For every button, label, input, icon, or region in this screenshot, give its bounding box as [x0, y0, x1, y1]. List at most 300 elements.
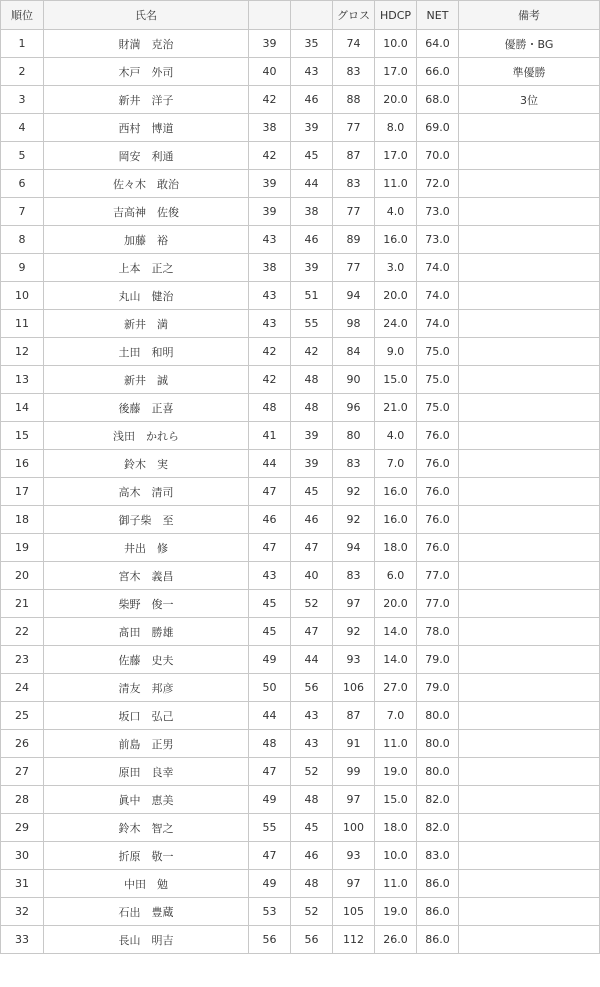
net-cell: 76.0 [417, 534, 459, 562]
note-cell [459, 366, 600, 394]
out-score-cell: 43 [249, 310, 291, 338]
in-score-cell: 39 [291, 254, 333, 282]
table-row [1, 366, 600, 394]
name-cell: 吉高神 佐俊 [44, 198, 249, 226]
in-score-cell: 51 [291, 282, 333, 310]
out-score-cell: 47 [249, 478, 291, 506]
gross-cell: 89 [333, 226, 375, 254]
in-score-cell: 39 [291, 114, 333, 142]
name-cell: 原田 良幸 [44, 758, 249, 786]
net-cell: 78.0 [417, 618, 459, 646]
gross-cell: 83 [333, 562, 375, 590]
header-note: 備考 [459, 1, 600, 30]
table-row [1, 646, 600, 674]
note-cell [459, 926, 600, 954]
table-row [1, 758, 600, 786]
name-cell: 中田 勉 [44, 870, 249, 898]
gross-cell: 88 [333, 86, 375, 114]
out-score-cell: 42 [249, 86, 291, 114]
out-score-cell: 47 [249, 534, 291, 562]
rank-cell: 12 [1, 338, 44, 366]
note-cell: 3位 [459, 86, 600, 114]
in-score-cell: 52 [291, 898, 333, 926]
gross-cell: 80 [333, 422, 375, 450]
net-cell: 80.0 [417, 702, 459, 730]
table-row [1, 842, 600, 870]
in-score-cell: 39 [291, 450, 333, 478]
out-score-cell: 49 [249, 870, 291, 898]
out-score-cell: 38 [249, 114, 291, 142]
table-row [1, 506, 600, 534]
table-row [1, 170, 600, 198]
rank-cell: 1 [1, 30, 44, 58]
net-cell: 72.0 [417, 170, 459, 198]
gross-cell: 77 [333, 198, 375, 226]
gross-cell: 94 [333, 282, 375, 310]
hdcp-cell: 24.0 [375, 310, 417, 338]
net-cell: 76.0 [417, 506, 459, 534]
hdcp-cell: 17.0 [375, 58, 417, 86]
hdcp-cell: 16.0 [375, 506, 417, 534]
table-row [1, 310, 600, 338]
hdcp-cell: 7.0 [375, 450, 417, 478]
rank-cell: 24 [1, 674, 44, 702]
hdcp-cell: 27.0 [375, 674, 417, 702]
gross-cell: 93 [333, 842, 375, 870]
name-cell: 長山 明吉 [44, 926, 249, 954]
rank-cell: 30 [1, 842, 44, 870]
net-cell: 80.0 [417, 758, 459, 786]
net-cell: 82.0 [417, 786, 459, 814]
table-row [1, 534, 600, 562]
in-score-cell: 48 [291, 394, 333, 422]
table-row [1, 478, 600, 506]
table-row [1, 450, 600, 478]
out-score-cell: 45 [249, 590, 291, 618]
out-score-cell: 47 [249, 758, 291, 786]
rank-cell: 27 [1, 758, 44, 786]
rank-cell: 28 [1, 786, 44, 814]
rank-cell: 29 [1, 814, 44, 842]
rank-cell: 8 [1, 226, 44, 254]
out-score-cell: 43 [249, 562, 291, 590]
rank-cell: 15 [1, 422, 44, 450]
name-cell: 鈴木 智之 [44, 814, 249, 842]
table-row [1, 338, 600, 366]
out-score-cell: 42 [249, 338, 291, 366]
table-row [1, 58, 600, 86]
in-score-cell: 46 [291, 506, 333, 534]
in-score-cell: 46 [291, 226, 333, 254]
in-score-cell: 44 [291, 170, 333, 198]
net-cell: 83.0 [417, 842, 459, 870]
header-hdcp: HDCP [375, 1, 417, 30]
net-cell: 73.0 [417, 226, 459, 254]
table-row [1, 114, 600, 142]
out-score-cell: 42 [249, 366, 291, 394]
note-cell: 優勝・BG [459, 30, 600, 58]
gross-cell: 83 [333, 450, 375, 478]
note-cell [459, 842, 600, 870]
table-row [1, 562, 600, 590]
header-rank: 順位 [1, 1, 44, 30]
net-cell: 77.0 [417, 590, 459, 618]
gross-cell: 74 [333, 30, 375, 58]
name-cell: 浅田 かれら [44, 422, 249, 450]
net-cell: 86.0 [417, 870, 459, 898]
out-score-cell: 43 [249, 226, 291, 254]
table-row [1, 30, 600, 58]
out-score-cell: 44 [249, 450, 291, 478]
in-score-cell: 46 [291, 842, 333, 870]
out-score-cell: 55 [249, 814, 291, 842]
net-cell: 75.0 [417, 394, 459, 422]
net-cell: 80.0 [417, 730, 459, 758]
out-score-cell: 46 [249, 506, 291, 534]
hdcp-cell: 16.0 [375, 478, 417, 506]
in-score-cell: 45 [291, 814, 333, 842]
header-name: 氏名 [44, 1, 249, 30]
out-score-cell: 39 [249, 30, 291, 58]
hdcp-cell: 18.0 [375, 534, 417, 562]
in-score-cell: 55 [291, 310, 333, 338]
hdcp-cell: 21.0 [375, 394, 417, 422]
gross-cell: 77 [333, 254, 375, 282]
table-row [1, 282, 600, 310]
table-row [1, 898, 600, 926]
table-row [1, 86, 600, 114]
net-cell: 79.0 [417, 646, 459, 674]
net-cell: 77.0 [417, 562, 459, 590]
net-cell: 74.0 [417, 282, 459, 310]
name-cell: 鈴木 実 [44, 450, 249, 478]
rank-cell: 7 [1, 198, 44, 226]
header-row [1, 1, 600, 30]
gross-cell: 94 [333, 534, 375, 562]
name-cell: 加藤 裕 [44, 226, 249, 254]
net-cell: 74.0 [417, 310, 459, 338]
out-score-cell: 42 [249, 142, 291, 170]
table-row [1, 254, 600, 282]
note-cell [459, 870, 600, 898]
net-cell: 64.0 [417, 30, 459, 58]
note-cell [459, 226, 600, 254]
table-row [1, 226, 600, 254]
name-cell: 石出 豊蔵 [44, 898, 249, 926]
hdcp-cell: 16.0 [375, 226, 417, 254]
gross-cell: 90 [333, 366, 375, 394]
hdcp-cell: 20.0 [375, 590, 417, 618]
header-net: NET [417, 1, 459, 30]
name-cell: 上本 正之 [44, 254, 249, 282]
hdcp-cell: 11.0 [375, 870, 417, 898]
gross-cell: 77 [333, 114, 375, 142]
name-cell: 後藤 正喜 [44, 394, 249, 422]
hdcp-cell: 20.0 [375, 86, 417, 114]
rank-cell: 25 [1, 702, 44, 730]
name-cell: 坂口 弘己 [44, 702, 249, 730]
hdcp-cell: 11.0 [375, 170, 417, 198]
in-score-cell: 47 [291, 534, 333, 562]
in-score-cell: 40 [291, 562, 333, 590]
hdcp-cell: 7.0 [375, 702, 417, 730]
net-cell: 75.0 [417, 366, 459, 394]
gross-cell: 87 [333, 702, 375, 730]
gross-cell: 100 [333, 814, 375, 842]
out-score-cell: 44 [249, 702, 291, 730]
net-cell: 79.0 [417, 674, 459, 702]
note-cell: 準優勝 [459, 58, 600, 86]
note-cell [459, 534, 600, 562]
note-cell [459, 646, 600, 674]
gross-cell: 97 [333, 590, 375, 618]
in-score-cell: 47 [291, 618, 333, 646]
out-score-cell: 39 [249, 198, 291, 226]
in-score-cell: 48 [291, 366, 333, 394]
hdcp-cell: 9.0 [375, 338, 417, 366]
header-out [249, 1, 291, 30]
in-score-cell: 38 [291, 198, 333, 226]
rank-cell: 26 [1, 730, 44, 758]
rank-cell: 31 [1, 870, 44, 898]
rank-cell: 4 [1, 114, 44, 142]
net-cell: 69.0 [417, 114, 459, 142]
table-row [1, 674, 600, 702]
hdcp-cell: 15.0 [375, 366, 417, 394]
net-cell: 76.0 [417, 422, 459, 450]
name-cell: 新井 満 [44, 310, 249, 338]
note-cell [459, 170, 600, 198]
hdcp-cell: 10.0 [375, 842, 417, 870]
table-row [1, 926, 600, 954]
gross-cell: 84 [333, 338, 375, 366]
out-score-cell: 47 [249, 842, 291, 870]
out-score-cell: 53 [249, 898, 291, 926]
out-score-cell: 45 [249, 618, 291, 646]
net-cell: 68.0 [417, 86, 459, 114]
rank-cell: 23 [1, 646, 44, 674]
table-row [1, 814, 600, 842]
note-cell [459, 114, 600, 142]
gross-cell: 97 [333, 786, 375, 814]
name-cell: 佐々木 敢治 [44, 170, 249, 198]
gross-cell: 106 [333, 674, 375, 702]
in-score-cell: 35 [291, 30, 333, 58]
gross-cell: 92 [333, 506, 375, 534]
gross-cell: 92 [333, 478, 375, 506]
table-row [1, 198, 600, 226]
rank-cell: 17 [1, 478, 44, 506]
net-cell: 74.0 [417, 254, 459, 282]
rank-cell: 33 [1, 926, 44, 954]
note-cell [459, 730, 600, 758]
name-cell: 財満 克治 [44, 30, 249, 58]
rank-cell: 22 [1, 618, 44, 646]
out-score-cell: 39 [249, 170, 291, 198]
note-cell [459, 450, 600, 478]
out-score-cell: 49 [249, 786, 291, 814]
rank-cell: 2 [1, 58, 44, 86]
in-score-cell: 48 [291, 870, 333, 898]
note-cell [459, 786, 600, 814]
in-score-cell: 46 [291, 86, 333, 114]
rank-cell: 19 [1, 534, 44, 562]
rank-cell: 13 [1, 366, 44, 394]
out-score-cell: 41 [249, 422, 291, 450]
name-cell: 柴野 俊一 [44, 590, 249, 618]
net-cell: 76.0 [417, 478, 459, 506]
hdcp-cell: 11.0 [375, 730, 417, 758]
net-cell: 66.0 [417, 58, 459, 86]
gross-cell: 91 [333, 730, 375, 758]
out-score-cell: 48 [249, 730, 291, 758]
out-score-cell: 56 [249, 926, 291, 954]
gross-cell: 112 [333, 926, 375, 954]
table-row [1, 142, 600, 170]
in-score-cell: 48 [291, 786, 333, 814]
name-cell: 髙田 勝雄 [44, 618, 249, 646]
gross-cell: 83 [333, 170, 375, 198]
name-cell: 土田 和明 [44, 338, 249, 366]
rank-cell: 5 [1, 142, 44, 170]
hdcp-cell: 4.0 [375, 198, 417, 226]
gross-cell: 87 [333, 142, 375, 170]
in-score-cell: 52 [291, 758, 333, 786]
name-cell: 岡安 利通 [44, 142, 249, 170]
note-cell [459, 898, 600, 926]
net-cell: 82.0 [417, 814, 459, 842]
header-gross: グロス [333, 1, 375, 30]
table-row [1, 730, 600, 758]
note-cell [459, 758, 600, 786]
in-score-cell: 43 [291, 58, 333, 86]
net-cell: 86.0 [417, 898, 459, 926]
table-row [1, 618, 600, 646]
in-score-cell: 56 [291, 674, 333, 702]
gross-cell: 96 [333, 394, 375, 422]
hdcp-cell: 10.0 [375, 30, 417, 58]
rank-cell: 11 [1, 310, 44, 338]
note-cell [459, 422, 600, 450]
table-row [1, 590, 600, 618]
name-cell: 新井 誠 [44, 366, 249, 394]
note-cell [459, 590, 600, 618]
in-score-cell: 44 [291, 646, 333, 674]
net-cell: 73.0 [417, 198, 459, 226]
out-score-cell: 38 [249, 254, 291, 282]
note-cell [459, 506, 600, 534]
hdcp-cell: 20.0 [375, 282, 417, 310]
rank-cell: 10 [1, 282, 44, 310]
rank-cell: 9 [1, 254, 44, 282]
note-cell [459, 394, 600, 422]
net-cell: 70.0 [417, 142, 459, 170]
name-cell: 宮木 義昌 [44, 562, 249, 590]
gross-cell: 97 [333, 870, 375, 898]
in-score-cell: 52 [291, 590, 333, 618]
gross-cell: 105 [333, 898, 375, 926]
out-score-cell: 43 [249, 282, 291, 310]
gross-cell: 99 [333, 758, 375, 786]
hdcp-cell: 18.0 [375, 814, 417, 842]
gross-cell: 98 [333, 310, 375, 338]
rank-cell: 20 [1, 562, 44, 590]
hdcp-cell: 19.0 [375, 898, 417, 926]
name-cell: 眞中 恵美 [44, 786, 249, 814]
hdcp-cell: 26.0 [375, 926, 417, 954]
name-cell: 佐藤 史夫 [44, 646, 249, 674]
gross-cell: 92 [333, 618, 375, 646]
table-row [1, 870, 600, 898]
hdcp-cell: 6.0 [375, 562, 417, 590]
rank-cell: 16 [1, 450, 44, 478]
note-cell [459, 702, 600, 730]
in-score-cell: 45 [291, 142, 333, 170]
name-cell: 前島 正男 [44, 730, 249, 758]
name-cell: 丸山 健治 [44, 282, 249, 310]
in-score-cell: 43 [291, 702, 333, 730]
gross-cell: 93 [333, 646, 375, 674]
note-cell [459, 282, 600, 310]
hdcp-cell: 17.0 [375, 142, 417, 170]
net-cell: 76.0 [417, 450, 459, 478]
out-score-cell: 49 [249, 646, 291, 674]
name-cell: 高木 清司 [44, 478, 249, 506]
name-cell: 木戸 外司 [44, 58, 249, 86]
name-cell: 清友 邦彦 [44, 674, 249, 702]
gross-cell: 83 [333, 58, 375, 86]
in-score-cell: 43 [291, 730, 333, 758]
hdcp-cell: 3.0 [375, 254, 417, 282]
name-cell: 御子柴 至 [44, 506, 249, 534]
rank-cell: 18 [1, 506, 44, 534]
note-cell [459, 618, 600, 646]
in-score-cell: 42 [291, 338, 333, 366]
name-cell: 井出 修 [44, 534, 249, 562]
net-cell: 75.0 [417, 338, 459, 366]
in-score-cell: 39 [291, 422, 333, 450]
rank-cell: 21 [1, 590, 44, 618]
note-cell [459, 562, 600, 590]
table-row [1, 394, 600, 422]
rank-cell: 6 [1, 170, 44, 198]
table-row [1, 422, 600, 450]
net-cell: 86.0 [417, 926, 459, 954]
note-cell [459, 478, 600, 506]
in-score-cell: 56 [291, 926, 333, 954]
name-cell: 新井 洋子 [44, 86, 249, 114]
table-row [1, 702, 600, 730]
rank-cell: 3 [1, 86, 44, 114]
note-cell [459, 338, 600, 366]
out-score-cell: 40 [249, 58, 291, 86]
table-body [1, 30, 600, 954]
hdcp-cell: 19.0 [375, 758, 417, 786]
out-score-cell: 48 [249, 394, 291, 422]
hdcp-cell: 14.0 [375, 646, 417, 674]
header-in [291, 1, 333, 30]
hdcp-cell: 14.0 [375, 618, 417, 646]
rank-cell: 14 [1, 394, 44, 422]
note-cell [459, 198, 600, 226]
name-cell: 折原 敬一 [44, 842, 249, 870]
hdcp-cell: 15.0 [375, 786, 417, 814]
table-header [1, 1, 600, 30]
hdcp-cell: 8.0 [375, 114, 417, 142]
rank-cell: 32 [1, 898, 44, 926]
hdcp-cell: 4.0 [375, 422, 417, 450]
note-cell [459, 142, 600, 170]
